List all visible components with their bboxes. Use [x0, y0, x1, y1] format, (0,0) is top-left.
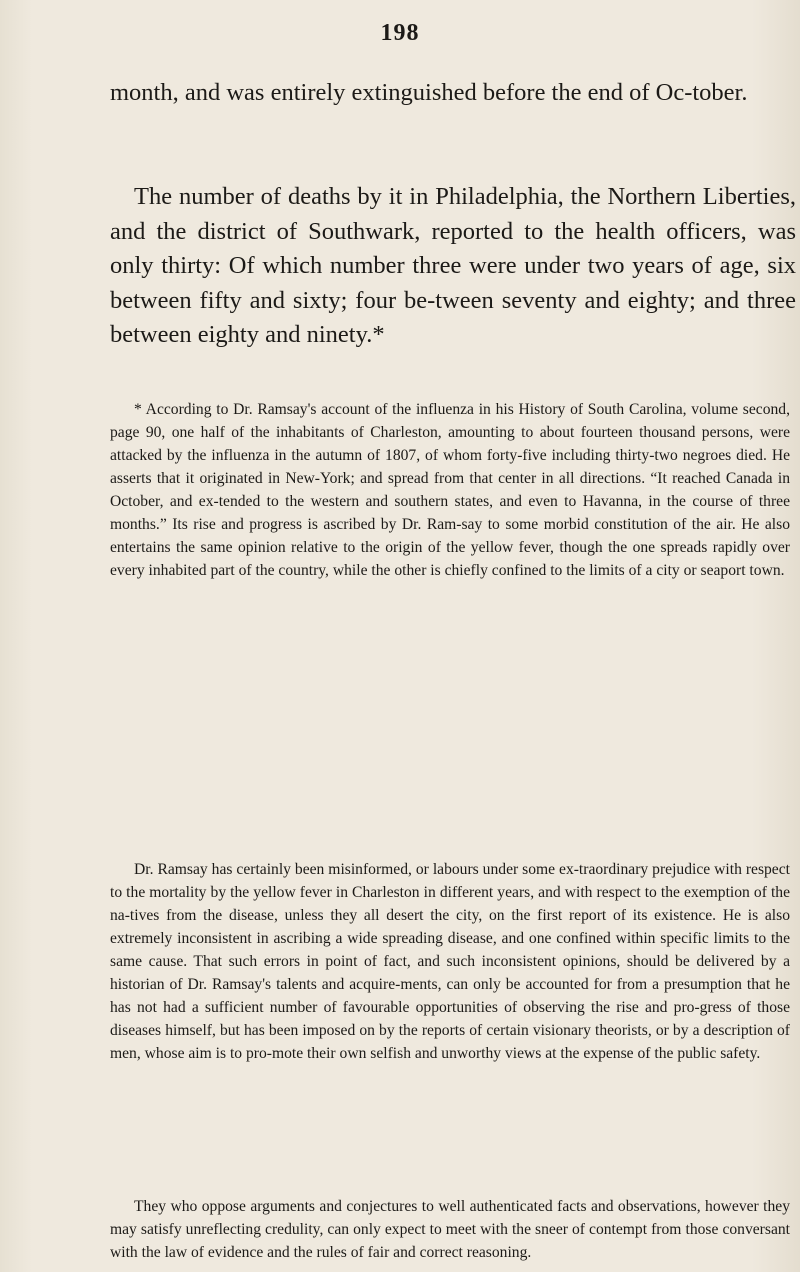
body-paragraph-2: The number of deaths by it in Philadelphia, the Northern Liberties, and the district of Southwark, reported to the health officers, was only thirty: Of which number three were under two years of age, six between fifty and sixty; four be-tween seventy and eighty; and three between eighty and ninety.*	[110, 183, 796, 348]
footnote-paragraph-2: Dr. Ramsay has certainly been misinformed, or labours under some ex-traordinary prejudice with respect to the mortality by the yellow fever in Charleston in different years, and with respect to the exemption of the na-tives from the disease, unless they all desert the city, on the first report of its existence. He is also extremely inconsistent in ascribing a wide spreading disease, and one confined within specific limits to the same cause. That such errors in point of fact, and such inconsistent opinions, should be delivered by a historian of Dr. Ramsay's talents and acquire-ments, can only be accounted for from a presumption that he has not had a sufficient number of favourable opportunities of observing the rise and pro-gress of those diseases himself, but has been imposed on by the reports of certain visionary theorists, or by a description of men, whose aim is to pro-mote their own selfish and unworthy views at the expense of the public safety.	[110, 861, 790, 1062]
page-number: 198	[380, 20, 420, 46]
body-paragraph-1: month, and was entirely extinguished before the end of Oc-tober.	[110, 79, 748, 106]
footnote-paragraph-3: They who oppose arguments and conjectures to well authenticated facts and observations, however they may satisfy unreflecting credulity, can only expect to meet with the sneer of contempt from those conversant with the law of evidence and the rules of fair and correct reasoning.	[110, 1198, 790, 1261]
footnote-paragraph-1: * According to Dr. Ramsay's account of the influenza in his History of South Carolina, volume second, page 90, one half of the inhabitants of Charleston, amounting to about fourteen thousand persons, were attacked by the influenza in the autumn of 1807, of whom forty-five including thirty-two negroes died. He asserts that it originated in New-York; and spread from that center in all directions. “It reached Canada in October, and ex-tended to the western and southern states, and even to Havanna, in the course of three months.” Its rise and progress is ascribed by Dr. Ram-say to some morbid constitution of the air. He also entertains the same opinion relative to the origin of the yellow fever, though the one spreads rapidly over every inhabited part of the country, while the other is chiefly confined to the limits of a city or seaport town.	[110, 401, 790, 579]
